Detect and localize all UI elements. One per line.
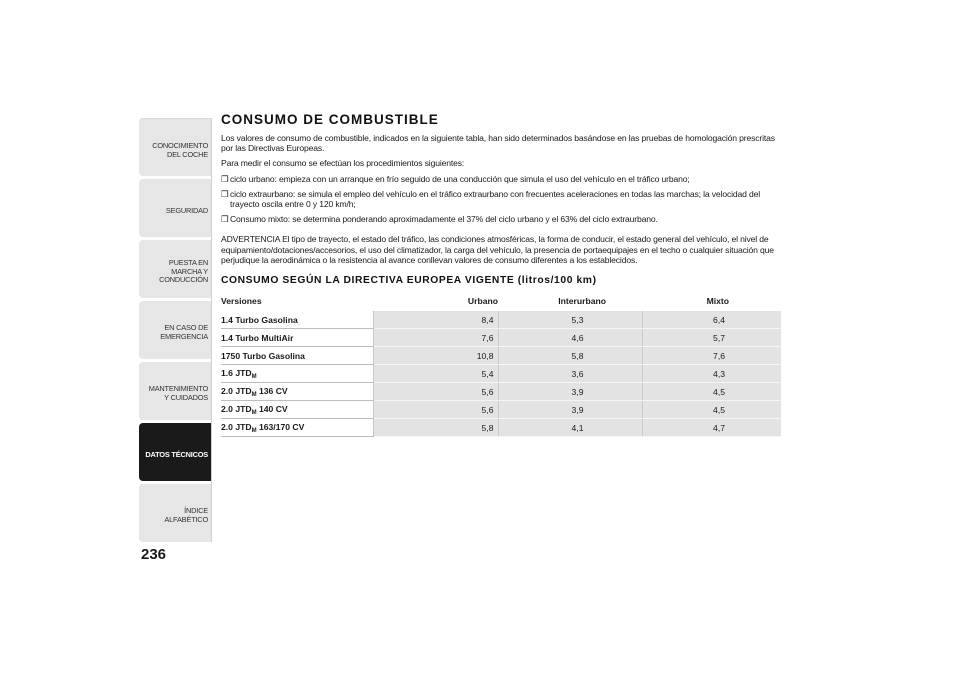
row-version-subscript: M — [251, 409, 257, 416]
cell-interurbano: 4,6 — [498, 329, 642, 347]
tab-label: SEGURIDAD — [165, 205, 208, 215]
cell-mixto: 4,5 — [642, 401, 781, 419]
tab-label: PUESTA EN MARCHA Y CONDUCCIÓN — [159, 258, 208, 285]
page-number: 236 — [141, 546, 167, 563]
cell-mixto: 5,7 — [642, 329, 781, 347]
header-versiones: Versiones — [221, 296, 262, 307]
row-version — [221, 365, 373, 383]
tab-label: MANTENIMIENTO Y CUIDADOS — [148, 384, 208, 402]
bullet-item — [221, 189, 781, 209]
bullet-text: ciclo extraurbano: se simula el empleo del vehículo en el tráfico extraurbano con frecuentes aceleraciones en todas las marchas; la velocidad del trayecto oscila entre 0 y 120 km/h; — [230, 188, 760, 210]
tab-mantenimiento[interactable] — [139, 362, 211, 420]
tab-label: CONOCIMIENTO DEL COCHE — [152, 140, 208, 159]
divider — [211, 118, 212, 542]
main-content — [221, 112, 781, 437]
cell-urbano: 7,6 — [373, 329, 498, 347]
row-version-name: 1.6 JTD — [221, 367, 252, 378]
row-version-suffix: 136 CV — [256, 385, 288, 396]
method-paragraph: Para medir el consumo se efectúan los procedimientos siguientes: — [221, 158, 465, 169]
row-version — [221, 419, 373, 437]
header-mixto: Mixto — [706, 296, 729, 307]
tab-seguridad[interactable] — [139, 179, 211, 237]
row-version-suffix: 140 CV — [256, 403, 288, 414]
tab-label: DATOS TÉCNICOS — [145, 449, 208, 459]
cell-mixto: 4,5 — [642, 383, 781, 401]
bullet-item — [221, 214, 781, 224]
tab-label: ÍNDICE ALFABÉTICO — [164, 506, 208, 524]
table-title: CONSUMO SEGÚN LA DIRECTIVA EUROPEA VIGENTE (litros/100 km) — [221, 275, 597, 287]
cell-mixto: 6,4 — [642, 311, 781, 329]
tab-conocimiento-del-coche[interactable] — [139, 118, 211, 176]
table-header-row — [221, 294, 781, 311]
row-version — [221, 383, 373, 401]
row-version: 1750 Turbo Gasolina — [221, 347, 373, 365]
warning-paragraph: ADVERTENCIA El tipo de trayecto, el estado del tráfico, las condiciones atmosféricas, la forma de conducir, el estado general del vehículo, el nivel de equipamiento/dotaciones/accesorios, el uso del climatizador, la carga del vehículo, la presencia de portaequipajes en el techo o cualquier situación que perjudique la aerodinámica o la resistencia al avance conllevan valores de consumo diferentes a los establecidos. — [221, 234, 774, 265]
cell-interurbano: 5,8 — [498, 347, 642, 365]
cell-mixto: 4,7 — [642, 419, 781, 437]
cell-interurbano: 3,6 — [498, 365, 642, 383]
header-urbano — [373, 294, 498, 311]
table-row — [221, 329, 781, 347]
table-row — [221, 419, 781, 437]
row-version: 1.4 Turbo MultiAir — [221, 329, 373, 347]
bullet-text: ciclo urbano: empieza con un arranque en frío seguido de una conducción que simula el uso del vehículo en el tráfico urbano; — [230, 173, 690, 184]
table-row — [221, 401, 781, 419]
tab-label: EN CASO DE EMERGENCIA — [160, 323, 208, 341]
row-version-subscript: M — [251, 373, 257, 380]
cell-urbano: 5,4 — [373, 365, 498, 383]
row-version — [221, 401, 373, 419]
tab-indice-alfabetico[interactable] — [139, 484, 211, 542]
section-sidebar — [139, 118, 211, 545]
tab-datos-tecnicos[interactable] — [139, 423, 211, 481]
row-version-suffix: 163/170 CV — [256, 421, 305, 432]
header-interurbano: Interurbano — [558, 296, 606, 307]
tab-puesta-en-marcha[interactable] — [139, 240, 211, 298]
row-version-subscript: M — [251, 391, 257, 398]
cell-interurbano: 3,9 — [498, 383, 642, 401]
row-version-name: 2.0 JTD — [221, 385, 252, 396]
cell-mixto: 7,6 — [642, 347, 781, 365]
cell-urbano: 10,8 — [373, 347, 498, 365]
bullet-item — [221, 174, 781, 184]
cell-interurbano: 5,3 — [498, 311, 642, 329]
table-row — [221, 383, 781, 401]
row-version-subscript: M — [251, 427, 257, 434]
tab-en-caso-de-emergencia[interactable] — [139, 301, 211, 359]
cell-interurbano: 3,9 — [498, 401, 642, 419]
cell-urbano: 8,4 — [373, 311, 498, 329]
page-title: CONSUMO DE COMBUSTIBLE — [221, 112, 439, 127]
checkbox-bullet-icon: ❒ — [221, 173, 229, 184]
checkbox-bullet-icon: ❒ — [221, 214, 229, 225]
row-version: 1.4 Turbo Gasolina — [221, 311, 373, 329]
cell-urbano: 5,6 — [373, 383, 498, 401]
header-urbano-label: Urbano — [467, 296, 498, 307]
cell-urbano: 5,6 — [373, 401, 498, 419]
table-row — [221, 365, 781, 383]
table-row — [221, 347, 781, 365]
consumption-table — [221, 294, 781, 437]
checkbox-bullet-icon: ❒ — [221, 188, 229, 199]
cell-urbano: 5,8 — [373, 419, 498, 437]
row-version-name: 2.0 JTD — [221, 403, 252, 414]
table-row — [221, 311, 781, 329]
cell-mixto: 4,3 — [642, 365, 781, 383]
intro-paragraph: Los valores de consumo de combustible, indicados en la siguiente tabla, han sido determinados basándose en las pruebas de homologación prescritas por las Directivas Europeas. — [221, 133, 775, 154]
bullet-text: Consumo mixto: se determina ponderando aproximadamente el 37% del ciclo urbano y el 63% del ciclo extraurbano. — [230, 214, 658, 225]
cell-interurbano: 4,1 — [498, 419, 642, 437]
row-version-name: 2.0 JTD — [221, 421, 252, 432]
